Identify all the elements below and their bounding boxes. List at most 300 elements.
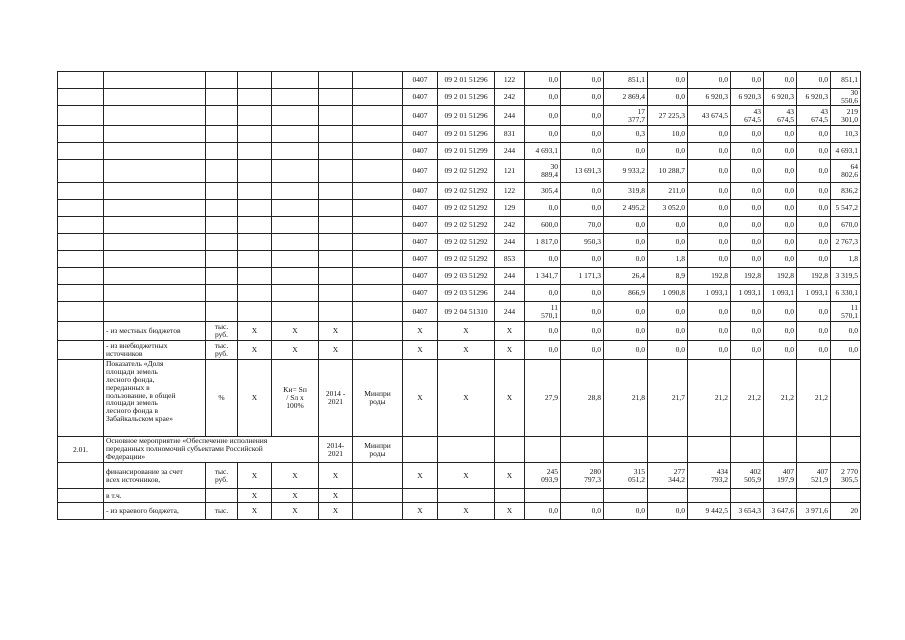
empty-cell bbox=[319, 183, 353, 200]
amount-cell: 0,0 bbox=[525, 89, 561, 106]
target-article-cell: 09 2 02 51292 bbox=[438, 234, 495, 251]
amount-cell: 1 817,0 bbox=[525, 234, 561, 251]
empty-cell bbox=[238, 183, 272, 200]
amount-cell: 3 654,3 bbox=[731, 503, 764, 520]
empty-cell bbox=[272, 268, 319, 285]
amount-cell: 0,0 bbox=[561, 251, 604, 268]
empty-cell bbox=[58, 285, 104, 302]
section-code-cell: 0407 bbox=[403, 251, 438, 268]
empty-cell bbox=[206, 160, 238, 183]
amount-cell: 0,0 bbox=[797, 234, 831, 251]
x-marker: X bbox=[319, 489, 353, 503]
empty-cell bbox=[58, 143, 104, 160]
amount-cell: 0,0 bbox=[648, 89, 688, 106]
expense-type-cell: 831 bbox=[495, 126, 525, 143]
empty-cell bbox=[648, 437, 688, 463]
expense-type-cell: 244 bbox=[495, 268, 525, 285]
table-row bbox=[58, 489, 861, 503]
x-marker: X bbox=[272, 489, 319, 503]
empty-cell bbox=[104, 126, 206, 143]
value-cell: 21,2 bbox=[764, 360, 797, 437]
amount-cell: 10,0 bbox=[648, 126, 688, 143]
target-article-cell: 09 2 03 51296 bbox=[438, 285, 495, 302]
target-article-cell: 09 2 02 51292 bbox=[438, 183, 495, 200]
amount-cell: 1 093,1 bbox=[764, 285, 797, 302]
value-cell: 21,7 bbox=[648, 360, 688, 437]
target-article-cell: 09 2 01 51296 bbox=[438, 106, 495, 126]
amount-cell: 219 301,0 bbox=[831, 106, 861, 126]
expense-type-cell: 242 bbox=[495, 217, 525, 234]
empty-cell bbox=[272, 251, 319, 268]
empty-cell bbox=[797, 437, 831, 463]
empty-cell bbox=[104, 72, 206, 89]
expense-type-cell: 244 bbox=[495, 302, 525, 322]
amount-cell: 0,0 bbox=[525, 200, 561, 217]
empty-cell bbox=[238, 251, 272, 268]
amount-cell: 0,3 bbox=[604, 126, 648, 143]
empty-cell bbox=[206, 268, 238, 285]
table-row bbox=[58, 106, 861, 126]
section-code-cell: 0407 bbox=[403, 268, 438, 285]
empty-cell bbox=[561, 489, 604, 503]
amount-cell: 43 674,5 bbox=[797, 106, 831, 126]
empty-cell bbox=[319, 143, 353, 160]
empty-cell bbox=[238, 302, 272, 322]
x-marker: X bbox=[403, 322, 438, 341]
empty-cell bbox=[272, 106, 319, 126]
amount-cell: 6 920,3 bbox=[797, 89, 831, 106]
x-marker: X bbox=[403, 503, 438, 520]
amount-cell: 6 920,3 bbox=[764, 89, 797, 106]
expense-type-cell: 121 bbox=[495, 160, 525, 183]
amount-cell: 0,0 bbox=[797, 160, 831, 183]
empty-cell bbox=[206, 234, 238, 251]
x-marker: X bbox=[438, 463, 495, 489]
empty-cell bbox=[353, 489, 403, 503]
section-code-cell: 0407 bbox=[403, 183, 438, 200]
measure-number: 2.01. bbox=[58, 437, 104, 463]
amount-cell: 950,3 bbox=[561, 234, 604, 251]
empty-cell bbox=[561, 437, 604, 463]
empty-cell bbox=[353, 322, 403, 341]
amount-cell: 0,0 bbox=[525, 72, 561, 89]
section-code-cell: 0407 bbox=[403, 89, 438, 106]
amount-cell: 0,0 bbox=[764, 234, 797, 251]
x-marker: X bbox=[495, 463, 525, 489]
x-marker: X bbox=[238, 503, 272, 520]
amount-cell: 9 933,2 bbox=[604, 160, 648, 183]
amount-cell: 0,0 bbox=[688, 217, 731, 234]
section-code-cell: 0407 bbox=[403, 160, 438, 183]
empty-cell bbox=[353, 285, 403, 302]
amount-cell: 305,4 bbox=[525, 183, 561, 200]
empty-cell bbox=[104, 234, 206, 251]
empty-cell bbox=[495, 437, 525, 463]
amount-cell: 1 090,8 bbox=[648, 285, 688, 302]
x-marker: X bbox=[495, 322, 525, 341]
amount-cell: 0,0 bbox=[731, 341, 764, 360]
value-cell: 27,9 bbox=[525, 360, 561, 437]
table-row bbox=[58, 143, 861, 160]
amount-cell: 26,4 bbox=[604, 268, 648, 285]
empty-cell bbox=[272, 126, 319, 143]
amount-cell: 0,0 bbox=[561, 89, 604, 106]
amount-cell: 0,0 bbox=[688, 126, 731, 143]
table-row bbox=[58, 285, 861, 302]
empty-cell bbox=[353, 89, 403, 106]
period-cell: 2014- 2021 bbox=[319, 437, 353, 463]
expense-type-cell: 129 bbox=[495, 200, 525, 217]
amount-cell: 0,0 bbox=[831, 341, 861, 360]
amount-cell: 0,0 bbox=[525, 126, 561, 143]
amount-cell: 2 770 305,5 bbox=[831, 463, 861, 489]
amount-cell: 10 288,7 bbox=[648, 160, 688, 183]
amount-cell: 6 920,3 bbox=[688, 89, 731, 106]
empty-cell bbox=[206, 285, 238, 302]
empty-cell bbox=[238, 268, 272, 285]
row-label: - из местных бюджетов bbox=[104, 322, 206, 341]
table-row bbox=[58, 126, 861, 143]
measure-title: Основное мероприятие «Обеспечение исполнения переданных полномочий субъектами Российской Федерации» bbox=[104, 437, 319, 463]
empty-cell bbox=[206, 106, 238, 126]
x-marker: X bbox=[238, 489, 272, 503]
value-cell: 21,2 bbox=[797, 360, 831, 437]
amount-cell: 0,0 bbox=[764, 200, 797, 217]
amount-cell: 0,0 bbox=[604, 503, 648, 520]
empty-cell bbox=[206, 200, 238, 217]
empty-cell bbox=[353, 200, 403, 217]
empty-cell bbox=[206, 217, 238, 234]
amount-cell: 2 495,2 bbox=[604, 200, 648, 217]
x-marker: X bbox=[403, 341, 438, 360]
empty-cell bbox=[238, 200, 272, 217]
amount-cell: 0,0 bbox=[797, 200, 831, 217]
amount-cell: 0,0 bbox=[525, 341, 561, 360]
empty-cell bbox=[353, 143, 403, 160]
empty-cell bbox=[353, 160, 403, 183]
amount-cell: 192,8 bbox=[688, 268, 731, 285]
empty-cell bbox=[319, 89, 353, 106]
amount-cell: 0,0 bbox=[731, 200, 764, 217]
amount-cell: 851,1 bbox=[831, 72, 861, 89]
table-row bbox=[58, 217, 861, 234]
empty-cell bbox=[206, 302, 238, 322]
amount-cell: 0,0 bbox=[525, 285, 561, 302]
amount-cell: 0,0 bbox=[731, 183, 764, 200]
amount-cell: 0,0 bbox=[604, 234, 648, 251]
empty-cell bbox=[688, 437, 731, 463]
amount-cell: 0,0 bbox=[525, 251, 561, 268]
x-marker: X bbox=[495, 341, 525, 360]
amount-cell: 0,0 bbox=[688, 200, 731, 217]
empty-cell bbox=[648, 489, 688, 503]
amount-cell: 1 093,1 bbox=[688, 285, 731, 302]
amount-cell: 192,8 bbox=[731, 268, 764, 285]
empty-cell bbox=[238, 160, 272, 183]
row-label: - из внебюджетных источников bbox=[104, 341, 206, 360]
amount-cell: 0,0 bbox=[648, 234, 688, 251]
x-marker: X bbox=[272, 463, 319, 489]
empty-cell bbox=[58, 126, 104, 143]
empty-cell bbox=[272, 160, 319, 183]
amount-cell: 5 547,2 bbox=[831, 200, 861, 217]
amount-cell: 0,0 bbox=[561, 72, 604, 89]
amount-cell: 0,0 bbox=[797, 302, 831, 322]
amount-cell: 0,0 bbox=[648, 143, 688, 160]
owner-cell: Минпри роды bbox=[353, 360, 403, 437]
empty-cell bbox=[58, 503, 104, 520]
amount-cell: 0,0 bbox=[688, 72, 731, 89]
empty-cell bbox=[58, 251, 104, 268]
empty-cell bbox=[319, 72, 353, 89]
target-article-cell: 09 2 03 51292 bbox=[438, 268, 495, 285]
amount-cell: 0,0 bbox=[688, 183, 731, 200]
empty-cell bbox=[104, 285, 206, 302]
x-marker: X bbox=[319, 463, 353, 489]
x-marker: X bbox=[272, 503, 319, 520]
amount-cell: 0,0 bbox=[797, 341, 831, 360]
empty-cell bbox=[272, 302, 319, 322]
empty-cell bbox=[272, 200, 319, 217]
amount-cell: 407 197,9 bbox=[764, 463, 797, 489]
unit-cell: тыс. bbox=[206, 503, 238, 520]
empty-cell bbox=[272, 89, 319, 106]
empty-cell bbox=[238, 126, 272, 143]
amount-cell: 0,0 bbox=[797, 322, 831, 341]
amount-cell: 3 319,5 bbox=[831, 268, 861, 285]
amount-cell: 0,0 bbox=[688, 143, 731, 160]
amount-cell: 0,0 bbox=[764, 72, 797, 89]
empty-cell bbox=[238, 89, 272, 106]
amount-cell: 27 225,3 bbox=[648, 106, 688, 126]
amount-cell: 192,8 bbox=[797, 268, 831, 285]
amount-cell: 0,0 bbox=[764, 160, 797, 183]
expense-type-cell: 244 bbox=[495, 106, 525, 126]
row-label: финансирование за счет всех источников, bbox=[104, 463, 206, 489]
amount-cell: 0,0 bbox=[764, 183, 797, 200]
expense-type-cell: 244 bbox=[495, 234, 525, 251]
row-label: в т.ч. bbox=[104, 489, 206, 503]
table-row bbox=[58, 160, 861, 183]
section-code-cell: 0407 bbox=[403, 72, 438, 89]
section-code-cell: 0407 bbox=[403, 126, 438, 143]
unit-cell: % bbox=[206, 360, 238, 437]
amount-cell: 866,9 bbox=[604, 285, 648, 302]
x-marker: X bbox=[438, 341, 495, 360]
empty-cell bbox=[831, 437, 861, 463]
target-article-cell: 09 2 01 51296 bbox=[438, 89, 495, 106]
amount-cell: 0,0 bbox=[731, 126, 764, 143]
section-code-cell: 0407 bbox=[403, 143, 438, 160]
expense-type-cell: 853 bbox=[495, 251, 525, 268]
amount-cell: 0,0 bbox=[648, 217, 688, 234]
amount-cell: 0,0 bbox=[648, 341, 688, 360]
amount-cell: 0,0 bbox=[764, 322, 797, 341]
amount-cell: 0,0 bbox=[764, 126, 797, 143]
empty-cell bbox=[58, 160, 104, 183]
empty-cell bbox=[319, 106, 353, 126]
empty-cell bbox=[58, 106, 104, 126]
amount-cell: 0,0 bbox=[764, 341, 797, 360]
empty-cell bbox=[238, 106, 272, 126]
amount-cell: 0,0 bbox=[797, 251, 831, 268]
expense-type-cell: 242 bbox=[495, 89, 525, 106]
empty-cell bbox=[797, 489, 831, 503]
value-cell bbox=[831, 360, 861, 437]
section-code-cell: 0407 bbox=[403, 302, 438, 322]
amount-cell: 11 570,1 bbox=[525, 302, 561, 322]
amount-cell: 0,0 bbox=[731, 143, 764, 160]
unit-cell: тыс. руб. bbox=[206, 463, 238, 489]
amount-cell: 0,0 bbox=[688, 160, 731, 183]
x-marker: X bbox=[272, 322, 319, 341]
x-marker: X bbox=[238, 341, 272, 360]
empty-cell bbox=[353, 251, 403, 268]
amount-cell: 20 bbox=[831, 503, 861, 520]
empty-cell bbox=[58, 489, 104, 503]
amount-cell: 0,0 bbox=[525, 503, 561, 520]
empty-cell bbox=[58, 302, 104, 322]
x-marker: X bbox=[438, 322, 495, 341]
empty-cell bbox=[238, 234, 272, 251]
empty-cell bbox=[238, 72, 272, 89]
amount-cell: 434 793,2 bbox=[688, 463, 731, 489]
value-cell: 21,8 bbox=[604, 360, 648, 437]
value-cell: 21,2 bbox=[731, 360, 764, 437]
amount-cell: 0,0 bbox=[561, 106, 604, 126]
empty-cell bbox=[272, 217, 319, 234]
target-article-cell: 09 2 01 51296 bbox=[438, 72, 495, 89]
empty-cell bbox=[525, 489, 561, 503]
amount-cell: 407 521,9 bbox=[797, 463, 831, 489]
section-code-cell: 0407 bbox=[403, 285, 438, 302]
amount-cell: 70,0 bbox=[561, 217, 604, 234]
amount-cell: 851,1 bbox=[604, 72, 648, 89]
table-row bbox=[58, 183, 861, 200]
empty-cell bbox=[353, 72, 403, 89]
empty-cell bbox=[319, 160, 353, 183]
amount-cell: 0,0 bbox=[604, 143, 648, 160]
amount-cell: 0,0 bbox=[561, 285, 604, 302]
expense-type-cell: 244 bbox=[495, 143, 525, 160]
empty-cell bbox=[831, 489, 861, 503]
empty-cell bbox=[272, 143, 319, 160]
amount-cell: 670,0 bbox=[831, 217, 861, 234]
amount-cell: 600,0 bbox=[525, 217, 561, 234]
x-marker: X bbox=[495, 360, 525, 437]
empty-cell bbox=[206, 72, 238, 89]
amount-cell: 3 647,6 bbox=[764, 503, 797, 520]
amount-cell: 280 797,3 bbox=[561, 463, 604, 489]
amount-cell: 0,0 bbox=[731, 322, 764, 341]
amount-cell: 30 889,4 bbox=[525, 160, 561, 183]
amount-cell: 836,2 bbox=[831, 183, 861, 200]
amount-cell: 4 693,1 bbox=[525, 143, 561, 160]
empty-cell bbox=[319, 200, 353, 217]
empty-cell bbox=[206, 126, 238, 143]
empty-cell bbox=[403, 489, 438, 503]
amount-cell: 0,0 bbox=[797, 217, 831, 234]
amount-cell: 0,0 bbox=[648, 503, 688, 520]
row-label: - из краевого бюджета, bbox=[104, 503, 206, 520]
empty-cell bbox=[238, 285, 272, 302]
amount-cell: 0,0 bbox=[764, 251, 797, 268]
empty-cell bbox=[272, 183, 319, 200]
target-article-cell: 09 2 02 51292 bbox=[438, 200, 495, 217]
empty-cell bbox=[238, 143, 272, 160]
empty-cell bbox=[58, 217, 104, 234]
expense-type-cell: 244 bbox=[495, 285, 525, 302]
empty-cell bbox=[319, 126, 353, 143]
empty-cell bbox=[58, 72, 104, 89]
amount-cell: 319,8 bbox=[604, 183, 648, 200]
empty-cell bbox=[104, 89, 206, 106]
empty-cell bbox=[604, 489, 648, 503]
target-article-cell: 09 2 02 51292 bbox=[438, 160, 495, 183]
amount-cell: 10,3 bbox=[831, 126, 861, 143]
amount-cell: 0,0 bbox=[831, 322, 861, 341]
empty-cell bbox=[353, 463, 403, 489]
table-row bbox=[58, 268, 861, 285]
empty-cell bbox=[104, 200, 206, 217]
x-marker: X bbox=[319, 341, 353, 360]
empty-cell bbox=[104, 183, 206, 200]
amount-cell: 0,0 bbox=[604, 217, 648, 234]
section-code-cell: 0407 bbox=[403, 200, 438, 217]
empty-cell bbox=[319, 234, 353, 251]
empty-cell bbox=[731, 437, 764, 463]
empty-cell bbox=[403, 437, 438, 463]
amount-cell: 1,8 bbox=[648, 251, 688, 268]
x-marker: X bbox=[319, 503, 353, 520]
amount-cell: 0,0 bbox=[764, 302, 797, 322]
table-row bbox=[58, 322, 861, 341]
empty-cell bbox=[353, 268, 403, 285]
unit-cell: тыс. руб. bbox=[206, 322, 238, 341]
empty-cell bbox=[353, 234, 403, 251]
amount-cell: 8,9 bbox=[648, 268, 688, 285]
empty-cell bbox=[764, 437, 797, 463]
empty-cell bbox=[104, 251, 206, 268]
table-row bbox=[58, 200, 861, 217]
amount-cell: 0,0 bbox=[797, 183, 831, 200]
empty-cell bbox=[319, 251, 353, 268]
empty-cell bbox=[58, 360, 104, 437]
target-article-cell: 09 2 04 51310 bbox=[438, 302, 495, 322]
amount-cell: 0,0 bbox=[604, 251, 648, 268]
table-row bbox=[58, 72, 861, 89]
x-marker: X bbox=[238, 463, 272, 489]
table-row bbox=[58, 341, 861, 360]
amount-cell: 11 570,1 bbox=[831, 302, 861, 322]
empty-cell bbox=[238, 217, 272, 234]
amount-cell: 0,0 bbox=[561, 126, 604, 143]
amount-cell: 0,0 bbox=[561, 503, 604, 520]
empty-cell bbox=[688, 489, 731, 503]
empty-cell bbox=[206, 489, 238, 503]
amount-cell: 192,8 bbox=[764, 268, 797, 285]
empty-cell bbox=[272, 72, 319, 89]
empty-cell bbox=[58, 200, 104, 217]
x-marker: X bbox=[403, 360, 438, 437]
empty-cell bbox=[206, 89, 238, 106]
amount-cell: 0,0 bbox=[648, 322, 688, 341]
amount-cell: 0,0 bbox=[797, 72, 831, 89]
empty-cell bbox=[319, 268, 353, 285]
table-row bbox=[58, 302, 861, 322]
amount-cell: 0,0 bbox=[561, 322, 604, 341]
amount-cell: 315 051,2 bbox=[604, 463, 648, 489]
